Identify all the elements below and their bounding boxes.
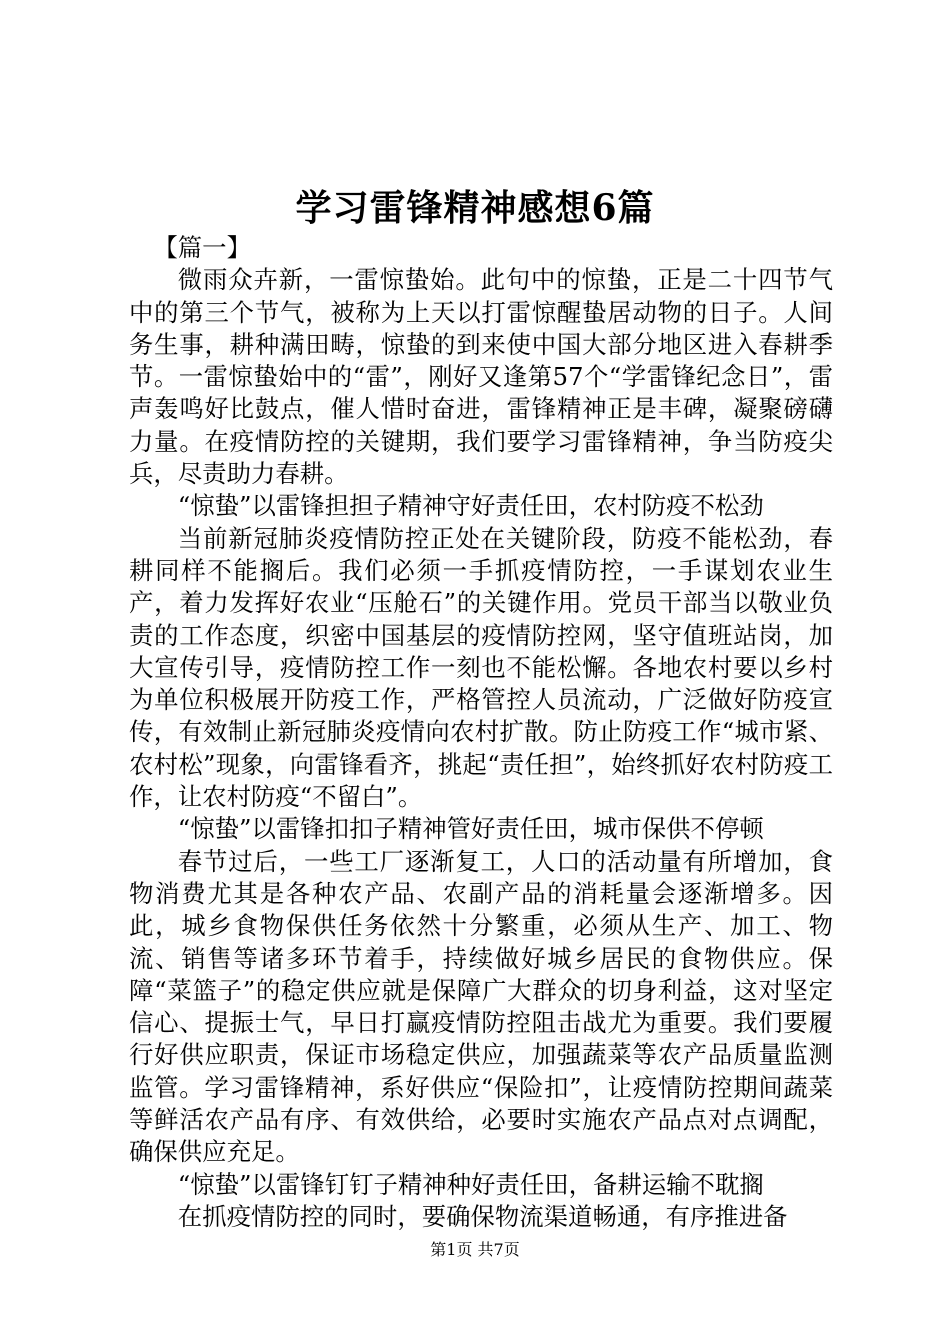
page-number-footer: 第1页 共7页 [430,1240,520,1259]
paragraph-2: 当前新冠肺炎疫情防控正处在关键阶段，防疫不能松劲，春耕同样不能搁后。我们必须一手抓疫情防控，一手谋划农业生产，着力发挥好农业“压舱石”的关键作用。党员干部当以敬业负责的工作态度，织密中国基层的疫情防控网，坚守值班站岗，加大宣传引导，疫情防控工作一刻也不能松懈。各地农村要以乡村为单位积极展开防疫工作，严格管控人员流动，广泛做好防疫宣传，有效制止新冠肺炎疫情向农村扩散。防止防疫工作“城市紧、农村松”现象，向雷锋看齐，挑起“责任担”，始终抓好农村防疫工作，让农村防疫“不留白”。 [129,523,833,812]
paragraph-1: 微雨众卉新，一雷惊蛰始。此句中的惊蛰，正是二十四节气中的第三个节气，被称为上天以打雷惊醒蛰居动物的日子。人间务生事，耕种满田畴，惊蛰的到来使中国大部分地区进入春耕季节。一雷惊蛰始中的“雷”，刚好又逢第57个“学雷锋纪念日”，雷声轰鸣好比鼓点，催人惜时奋进，雷锋精神正是丰碑，凝聚磅礴力量。在疫情防控的关键期，我们要学习雷锋精神，争当防疫尖兵，尽责助力春耕。 [129,265,833,489]
subheading-2: “惊蛰”以雷锋扣扣子精神管好责任田，城市保供不停顿 [177,814,764,844]
subheading-1: “惊蛰”以雷锋担担子精神守好责任田，农村防疫不松劲 [177,491,764,521]
document-title: 学习雷锋精神感想6篇 [295,187,655,229]
paragraph-3: 春节过后，一些工厂逐渐复工，人口的活动量有所增加，食物消费尤其是各种农产品、农副产品的消耗量会逐渐增多。因此，城乡食物保供任务依然十分繁重，必须从生产、加工、物流、销售等诸多环节着手，持续做好城乡居民的食物供应。保障“菜篮子”的稳定供应就是保障广大群众的切身利益，这对坚定信心、提振士气，早日打赢疫情防控阻击战尤为重要。我们要履行好供应职责，保证市场稳定供应，加强蔬菜等农产品质量监测监管。学习雷锋精神，系好供应“保险扣”，让疫情防控期间蔬菜等鲜活农产品有序、有效供给，必要时实施农产品点对点调配，确保供应充足。 [129,846,833,1167]
section-label: 【篇一】 [153,233,251,262]
document-body [129,232,833,1233]
paragraph-4: 在抓疫情防控的同时，要确保物流渠道畅通，有序推进备 [177,1201,788,1231]
subheading-3: “惊蛰”以雷锋钉钉子精神种好责任田，备耕运输不耽搁 [177,1169,764,1199]
